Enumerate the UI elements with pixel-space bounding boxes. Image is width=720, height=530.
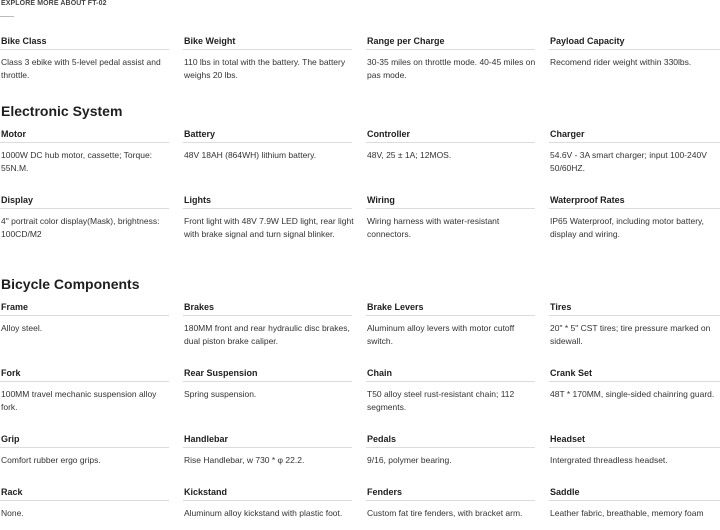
spec-grip [0, 434, 183, 467]
spec-pedals [366, 434, 549, 467]
components-specs-row-1 [0, 302, 720, 348]
spec-label: Pedals [366, 434, 535, 448]
overview-specs [0, 36, 720, 82]
spec-lights [183, 195, 366, 241]
electronic-specs-row-2 [0, 195, 720, 241]
section-title-electronic: Electronic System [1, 103, 123, 119]
spec-motor [0, 129, 183, 175]
spec-value: Comfort rubber ergo grips. [1, 455, 101, 465]
eyebrow-heading: EXPLORE MORE ABOUT FT-02 [1, 0, 107, 7]
spec-label: Controller [366, 129, 535, 143]
spec-label: Headset [549, 434, 720, 448]
spec-label: Chain [366, 368, 535, 382]
spec-label: Frame [0, 302, 169, 316]
spec-value: Recomend rider weight within 330lbs. [550, 57, 692, 67]
spec-label: Display [0, 195, 169, 209]
spec-value: Spring suspension. [184, 389, 257, 399]
spec-value: Aluminum alloy levers with motor cutoff switch. [367, 323, 515, 346]
spec-value: Class 3 ebike with 5-level pedal assist and throttle. [1, 57, 161, 80]
components-specs-row-3 [0, 434, 720, 467]
spec-label: Bike Class [0, 36, 169, 50]
electronic-specs-row-1 [0, 129, 720, 175]
spec-label: Payload Capacity [549, 36, 720, 50]
spec-frame [0, 302, 183, 348]
spec-label: Wiring [366, 195, 535, 209]
components-specs-row-4 [0, 487, 720, 520]
components-specs-row-2 [0, 368, 720, 414]
spec-value: Alloy steel. [1, 323, 43, 333]
spec-brakes [183, 302, 366, 348]
spec-label: Bike Weight [183, 36, 352, 50]
spec-value: 110 lbs in total with the battery. The battery weighs 20 lbs. [184, 57, 346, 80]
spec-value: 1000W DC hub motor, cassette; Torque: 55N.M. [1, 150, 153, 173]
spec-handlebar [183, 434, 366, 467]
spec-label: Waterproof Rates [549, 195, 720, 209]
spec-value: 30-35 miles on throttle mode. 40-45 miles on pas mode. [367, 57, 536, 80]
spec-battery [183, 129, 366, 175]
spec-value: 54.6V - 3A smart charger; input 100-240V 50/60HZ. [550, 150, 707, 173]
section-title-components: Bicycle Components [1, 276, 140, 292]
spec-label: Crank Set [549, 368, 720, 382]
spec-value: Wiring harness with water-resistant connectors. [367, 216, 500, 239]
spec-label: Saddle [549, 487, 720, 501]
spec-wiring [366, 195, 549, 241]
spec-label: Brakes [183, 302, 352, 316]
spec-label: Grip [0, 434, 169, 448]
spec-label: Rack [0, 487, 169, 501]
spec-value: 48V, 25 ± 1A; 12MOS. [367, 150, 452, 160]
spec-value: Intergrated threadless headset. [550, 455, 668, 465]
spec-waterproof-rates [549, 195, 720, 241]
spec-payload-capacity [549, 36, 720, 82]
spec-label: Battery [183, 129, 352, 143]
spec-bike-class [0, 36, 183, 82]
spec-charger [549, 129, 720, 175]
spec-value: 20" * 5" CST tires; tire pressure marked on sidewall. [550, 323, 711, 346]
spec-value: IP65 Waterproof, including motor battery, display and wiring. [550, 216, 705, 239]
spec-label: Lights [183, 195, 352, 209]
eyebrow-divider [0, 16, 14, 17]
spec-value: 48V 18AH (864WH) lithium battery. [184, 150, 317, 160]
spec-saddle [549, 487, 720, 520]
spec-label: Handlebar [183, 434, 352, 448]
spec-label: Rear Suspension [183, 368, 352, 382]
spec-controller [366, 129, 549, 175]
spec-rear-suspension [183, 368, 366, 414]
spec-display [0, 195, 183, 241]
spec-value: Leather fabric, breathable, memory foam [550, 508, 704, 518]
spec-brake-levers [366, 302, 549, 348]
spec-label: Range per Charge [366, 36, 535, 50]
spec-value: Aluminum alloy kickstand with plastic foot. [184, 508, 343, 518]
spec-label: Motor [0, 129, 169, 143]
spec-value: None. [1, 508, 24, 518]
spec-bike-weight [183, 36, 366, 82]
spec-label: Brake Levers [366, 302, 535, 316]
spec-kickstand [183, 487, 366, 520]
spec-tires [549, 302, 720, 348]
spec-value: Rise Handlebar, w 730 * φ 22.2. [184, 455, 305, 465]
spec-fork [0, 368, 183, 414]
spec-label: Tires [549, 302, 720, 316]
spec-range-per-charge [366, 36, 549, 82]
spec-label: Fenders [366, 487, 535, 501]
spec-value: 100MM travel mechanic suspension alloy fork. [1, 389, 157, 412]
spec-label: Kickstand [183, 487, 352, 501]
spec-headset [549, 434, 720, 467]
spec-crank-set [549, 368, 720, 414]
spec-chain [366, 368, 549, 414]
spec-value: 4" portrait color display(Mask), brightness: 100CD/M2 [1, 216, 160, 239]
spec-value: Front light with 48V 7.9W LED light, rear light with brake signal and turn signal blinker. [184, 216, 354, 239]
spec-fenders [366, 487, 549, 520]
spec-rack [0, 487, 183, 520]
spec-value: 9/16, polymer bearing. [367, 455, 452, 465]
spec-value: Custom fat tire fenders, with bracket arm. [367, 508, 523, 518]
spec-value: T50 alloy steel rust-resistant chain; 112 segments. [367, 389, 515, 412]
spec-label: Charger [549, 129, 720, 143]
spec-value: 180MM front and rear hydraulic disc brakes, dual piston brake caliper. [184, 323, 350, 346]
spec-label: Fork [0, 368, 169, 382]
spec-value: 48T * 170MM, single-sided chainring guard. [550, 389, 715, 399]
